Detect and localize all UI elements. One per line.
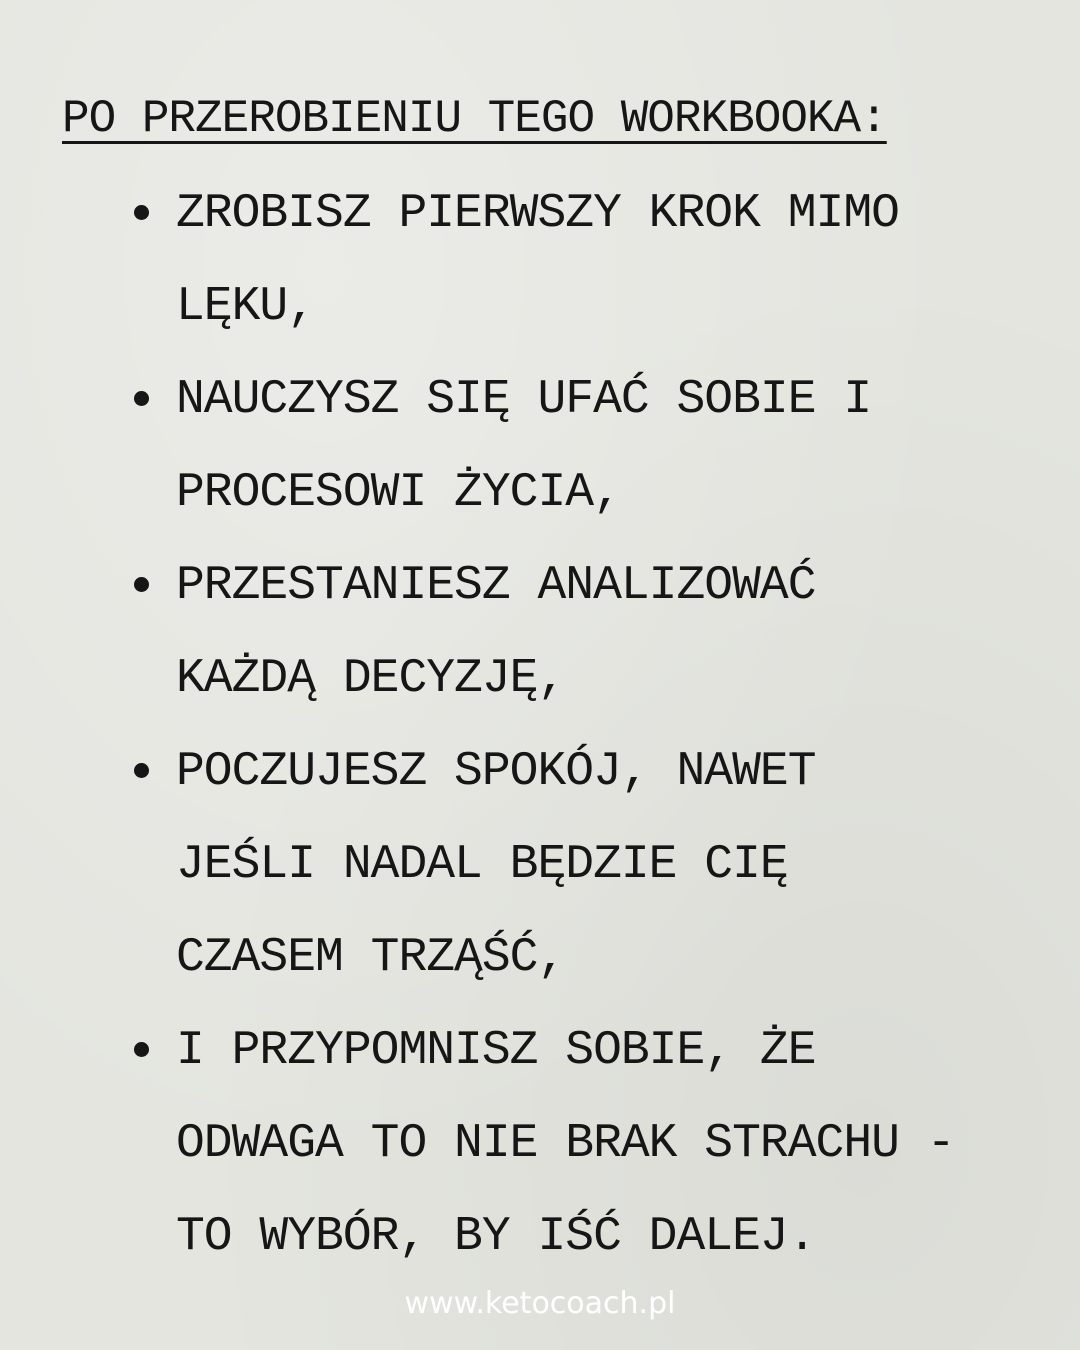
list-item-text: ZROBISZ PIERWSZY KROK MIMO LĘKU, (176, 187, 899, 334)
bullet-dot-icon (134, 577, 149, 592)
list-item-text: POCZUJESZ SPOKÓJ, NAWET JEŚLI NADAL BĘDZIE CIĘ CZASEM TRZĄŚĆ, (176, 745, 816, 985)
list-item (130, 354, 1030, 540)
benefits-list (130, 168, 1030, 1284)
list-item (130, 540, 1030, 726)
bullet-dot-icon (134, 391, 149, 406)
list-item (130, 726, 1030, 1005)
page-heading: PO PRZEROBIENIU TEGO WORKBOOKA: (62, 93, 887, 145)
list-item-text: I PRZYPOMNISZ SOBIE, ŻE ODWAGA TO NIE BRAK STRACHU - TO WYBÓR, BY IŚĆ DALEJ. (176, 1024, 955, 1264)
list-item (130, 1005, 1030, 1284)
list-item-text: PRZESTANIESZ ANALIZOWAĆ KAŻDĄ DECYZJĘ, (176, 559, 816, 706)
bullet-dot-icon (134, 205, 149, 220)
bullet-dot-icon (134, 1042, 149, 1057)
list-item-text: NAUCZYSZ SIĘ UFAĆ SOBIE I PROCESOWI ŻYCIA, (176, 373, 872, 520)
website-link[interactable]: www.ketocoach.pl (404, 1286, 676, 1321)
list-item (130, 168, 1030, 354)
bullet-dot-icon (134, 763, 149, 778)
